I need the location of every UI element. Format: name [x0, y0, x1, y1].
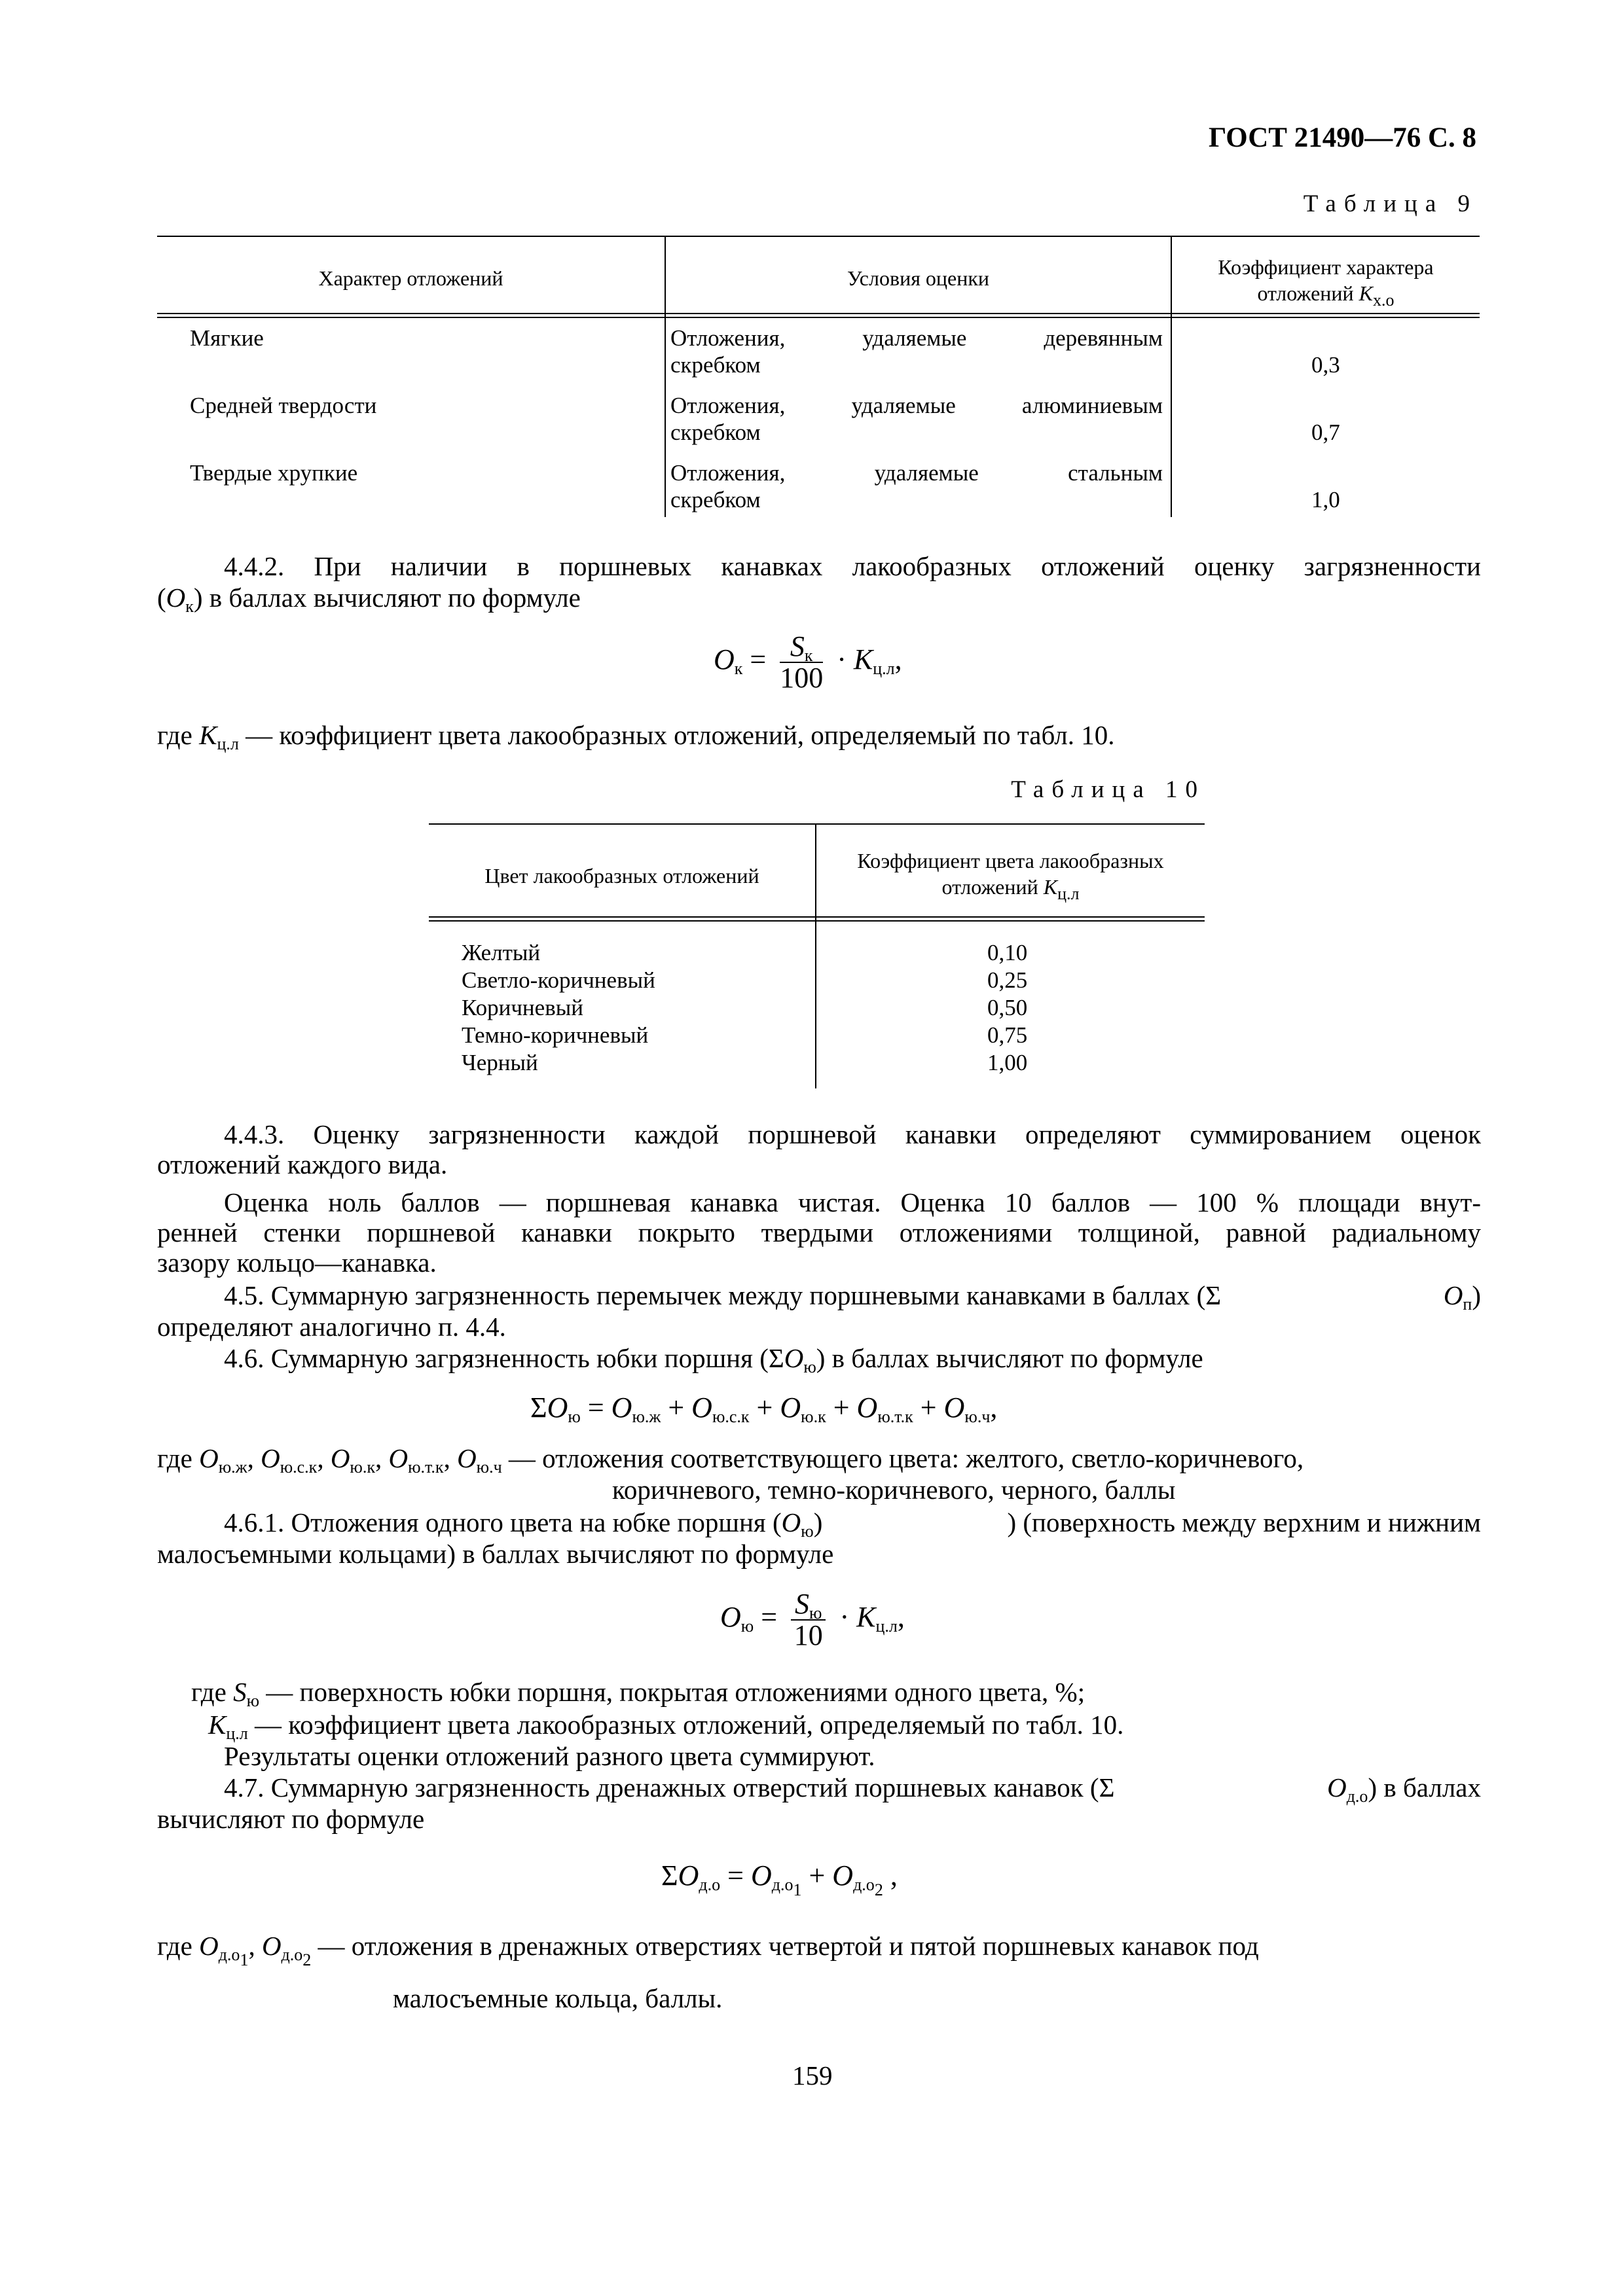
table10-row-coef: 0,10 — [987, 940, 1028, 965]
table9-top-rule — [157, 236, 1480, 237]
where-syu: где $S_ю$ — поверхность юбки поршня, покрытая отложениями одного цвета, %; — [191, 1677, 1085, 1710]
table9-header-conditions: Условия оценки — [847, 266, 990, 290]
para-4-4-3-line1: 4.4.3. Оценку загрязненности каждой поршневой канавки определяют суммированием оценок — [224, 1119, 1481, 1149]
table10-row-color: Черный — [462, 1050, 538, 1075]
result-sentence: Результаты оценки отложений разного цвета суммируют. — [224, 1741, 875, 1771]
table10-row-coef: 1,00 — [987, 1050, 1028, 1075]
para-4-4-3-line3: Оценка ноль баллов — поршневая канавка чистая. Оценка 10 баллов — 100 % площади внут- — [224, 1187, 1481, 1217]
table10-caption: Таблица 10 — [1011, 776, 1205, 803]
table10-row-coef: 0,75 — [987, 1022, 1028, 1048]
formula-oyu: $O_ю$ = $\frac{S_ю}{10}$ · $K_{ц.л}$, — [720, 1588, 905, 1651]
para-4-7-line1: 4.7. Суммарную загрязненность дренажных отверстий поршневых канавок (Σ $O_{д.о}$) в баллах — [224, 1772, 1481, 1806]
where-kcl-2: $K_{ц.л}$ — коэффициент цвета лакообразных отложений, определяемый по табл. 10. — [208, 1710, 1124, 1743]
para-4-4-2-line2: $(O_к)$ в баллах вычисляют по формуле — [157, 583, 581, 616]
table10-header-coefficient: Коэффициент цвета лакообразных отложений $K_{ц.л}$ — [857, 849, 1164, 903]
table9-row1-name: Мягкие — [190, 325, 264, 351]
para-4-6-1-line2: малосъемными кольцами) в баллах вычисляют по формуле — [157, 1539, 834, 1569]
formula-ok: $O_к$ = $\frac{S_к}{100}$ · $K_{ц.л}$, — [714, 630, 902, 694]
para-4-4-2-line1: 4.4.2. При наличии в поршневых канавках лакообразных отложений оценку загрязненности — [224, 551, 1481, 581]
table10-row-coef: 0,50 — [987, 995, 1028, 1020]
para-4-5-line2: определяют аналогично п. 4.4. — [157, 1312, 506, 1342]
table9-row1-cond2: скребком — [670, 352, 761, 378]
table10-top-rule — [429, 823, 1205, 825]
table9-row3-cond1: Отложения, удаляемые стальным — [670, 460, 1163, 486]
para-4-4-3-line5: зазору кольцо—канавка. — [157, 1247, 437, 1278]
para-4-6: 4.6. Суммарную загрязненность юбки поршня $(\Sigma O_ю)$ в баллах вычисляют по формуле — [224, 1343, 1203, 1376]
document-header: ГОСТ 21490—76 С. 8 — [1208, 122, 1476, 153]
table9-row1-cond1: Отложения, удаляемые деревянным — [670, 325, 1163, 351]
where-oyu-terms-cont: коричневого, темно-коричневого, черного, баллы — [612, 1475, 1176, 1505]
para-4-4-3-line4: ренней стенки поршневой канавки покрыто твердыми отложениями толщиной, равной радиальному — [157, 1217, 1481, 1247]
table9-row3-coef: 1,0 — [1311, 487, 1340, 512]
page-number: 159 — [792, 2060, 833, 2090]
para-4-7-line2: вычисляют по формуле — [157, 1804, 425, 1834]
table9-row2-cond2: скребком — [670, 420, 761, 445]
table10-row-color: Коричневый — [462, 995, 583, 1020]
table9-caption: Таблица 9 — [1303, 190, 1478, 217]
where-kcl: где $K_{ц.л}$ — коэффициент цвета лакообразных отложений, определяемый по табл. 10. — [157, 720, 1115, 753]
where-oyu-terms: где $O_{ю.ж}$, $O_{ю.с.к}$, $O_{ю.к}$, $O_{ю.т.к}$, $O_{ю.ч}$ — отложения соответствующего цвета: желтого, светло-коричневого, — [157, 1443, 1304, 1477]
table10-row-color: Светло-коричневый — [462, 967, 655, 993]
para-4-5-line1: 4.5. Суммарную загрязненность перемычек между поршневыми канавками в баллах (Σ $O_п$) — [224, 1280, 1481, 1314]
table9-row1-coef: 0,3 — [1311, 352, 1340, 378]
table9-row2-cond1: Отложения, удаляемые алюминиевым — [670, 393, 1163, 418]
table9-row2-name: Средней твердости — [190, 393, 377, 418]
table10-row-color: Темно-коричневый — [462, 1022, 649, 1048]
table9-header-deposit: Характер отложений — [318, 266, 503, 290]
where-odo: где $O_{д.о_1}$, $O_{д.о_2}$ — отложения в дренажных отверстиях четвертой и пятой поршневых канавок под — [157, 1931, 1259, 1969]
table9-row2-coef: 0,7 — [1311, 420, 1340, 445]
para-4-6-1-line1: 4.6.1. Отложения одного цвета на юбке поршня $(O_ю)$ ) (поверхность между верхним и нижним — [224, 1507, 1481, 1541]
table9-header-rule — [157, 313, 1480, 318]
formula-sum-oyu: $\Sigma O_ю = O_{ю.ж} + O_{ю.с.к} + O_{ю.к} + O_{ю.т.к} + O_{ю.ч}$, — [530, 1391, 998, 1426]
formula-sum-odo: $\Sigma O_{д.о} = O_{д.о_1} + O_{д.о_2}$ , — [661, 1859, 898, 1899]
table10-header-rule — [429, 916, 1205, 922]
para-4-4-3-line2: отложений каждого вида. — [157, 1149, 448, 1179]
table10-header-color: Цвет лакообразных отложений — [484, 864, 759, 888]
table9-header-coefficient: Коэффициент характера отложений $K_{х.о}$ — [1218, 255, 1434, 310]
table10-colors — [462, 939, 655, 1077]
table10-row-coef: 0,25 — [987, 967, 1028, 993]
table9-row3-cond2: скребком — [670, 487, 761, 512]
table9-row3-name: Твердые хрупкие — [190, 460, 358, 486]
table10-row-color: Желтый — [462, 940, 541, 965]
table10-coefs — [987, 939, 1027, 1077]
where-odo-cont: малосъемные кольца, баллы. — [393, 1983, 723, 2013]
